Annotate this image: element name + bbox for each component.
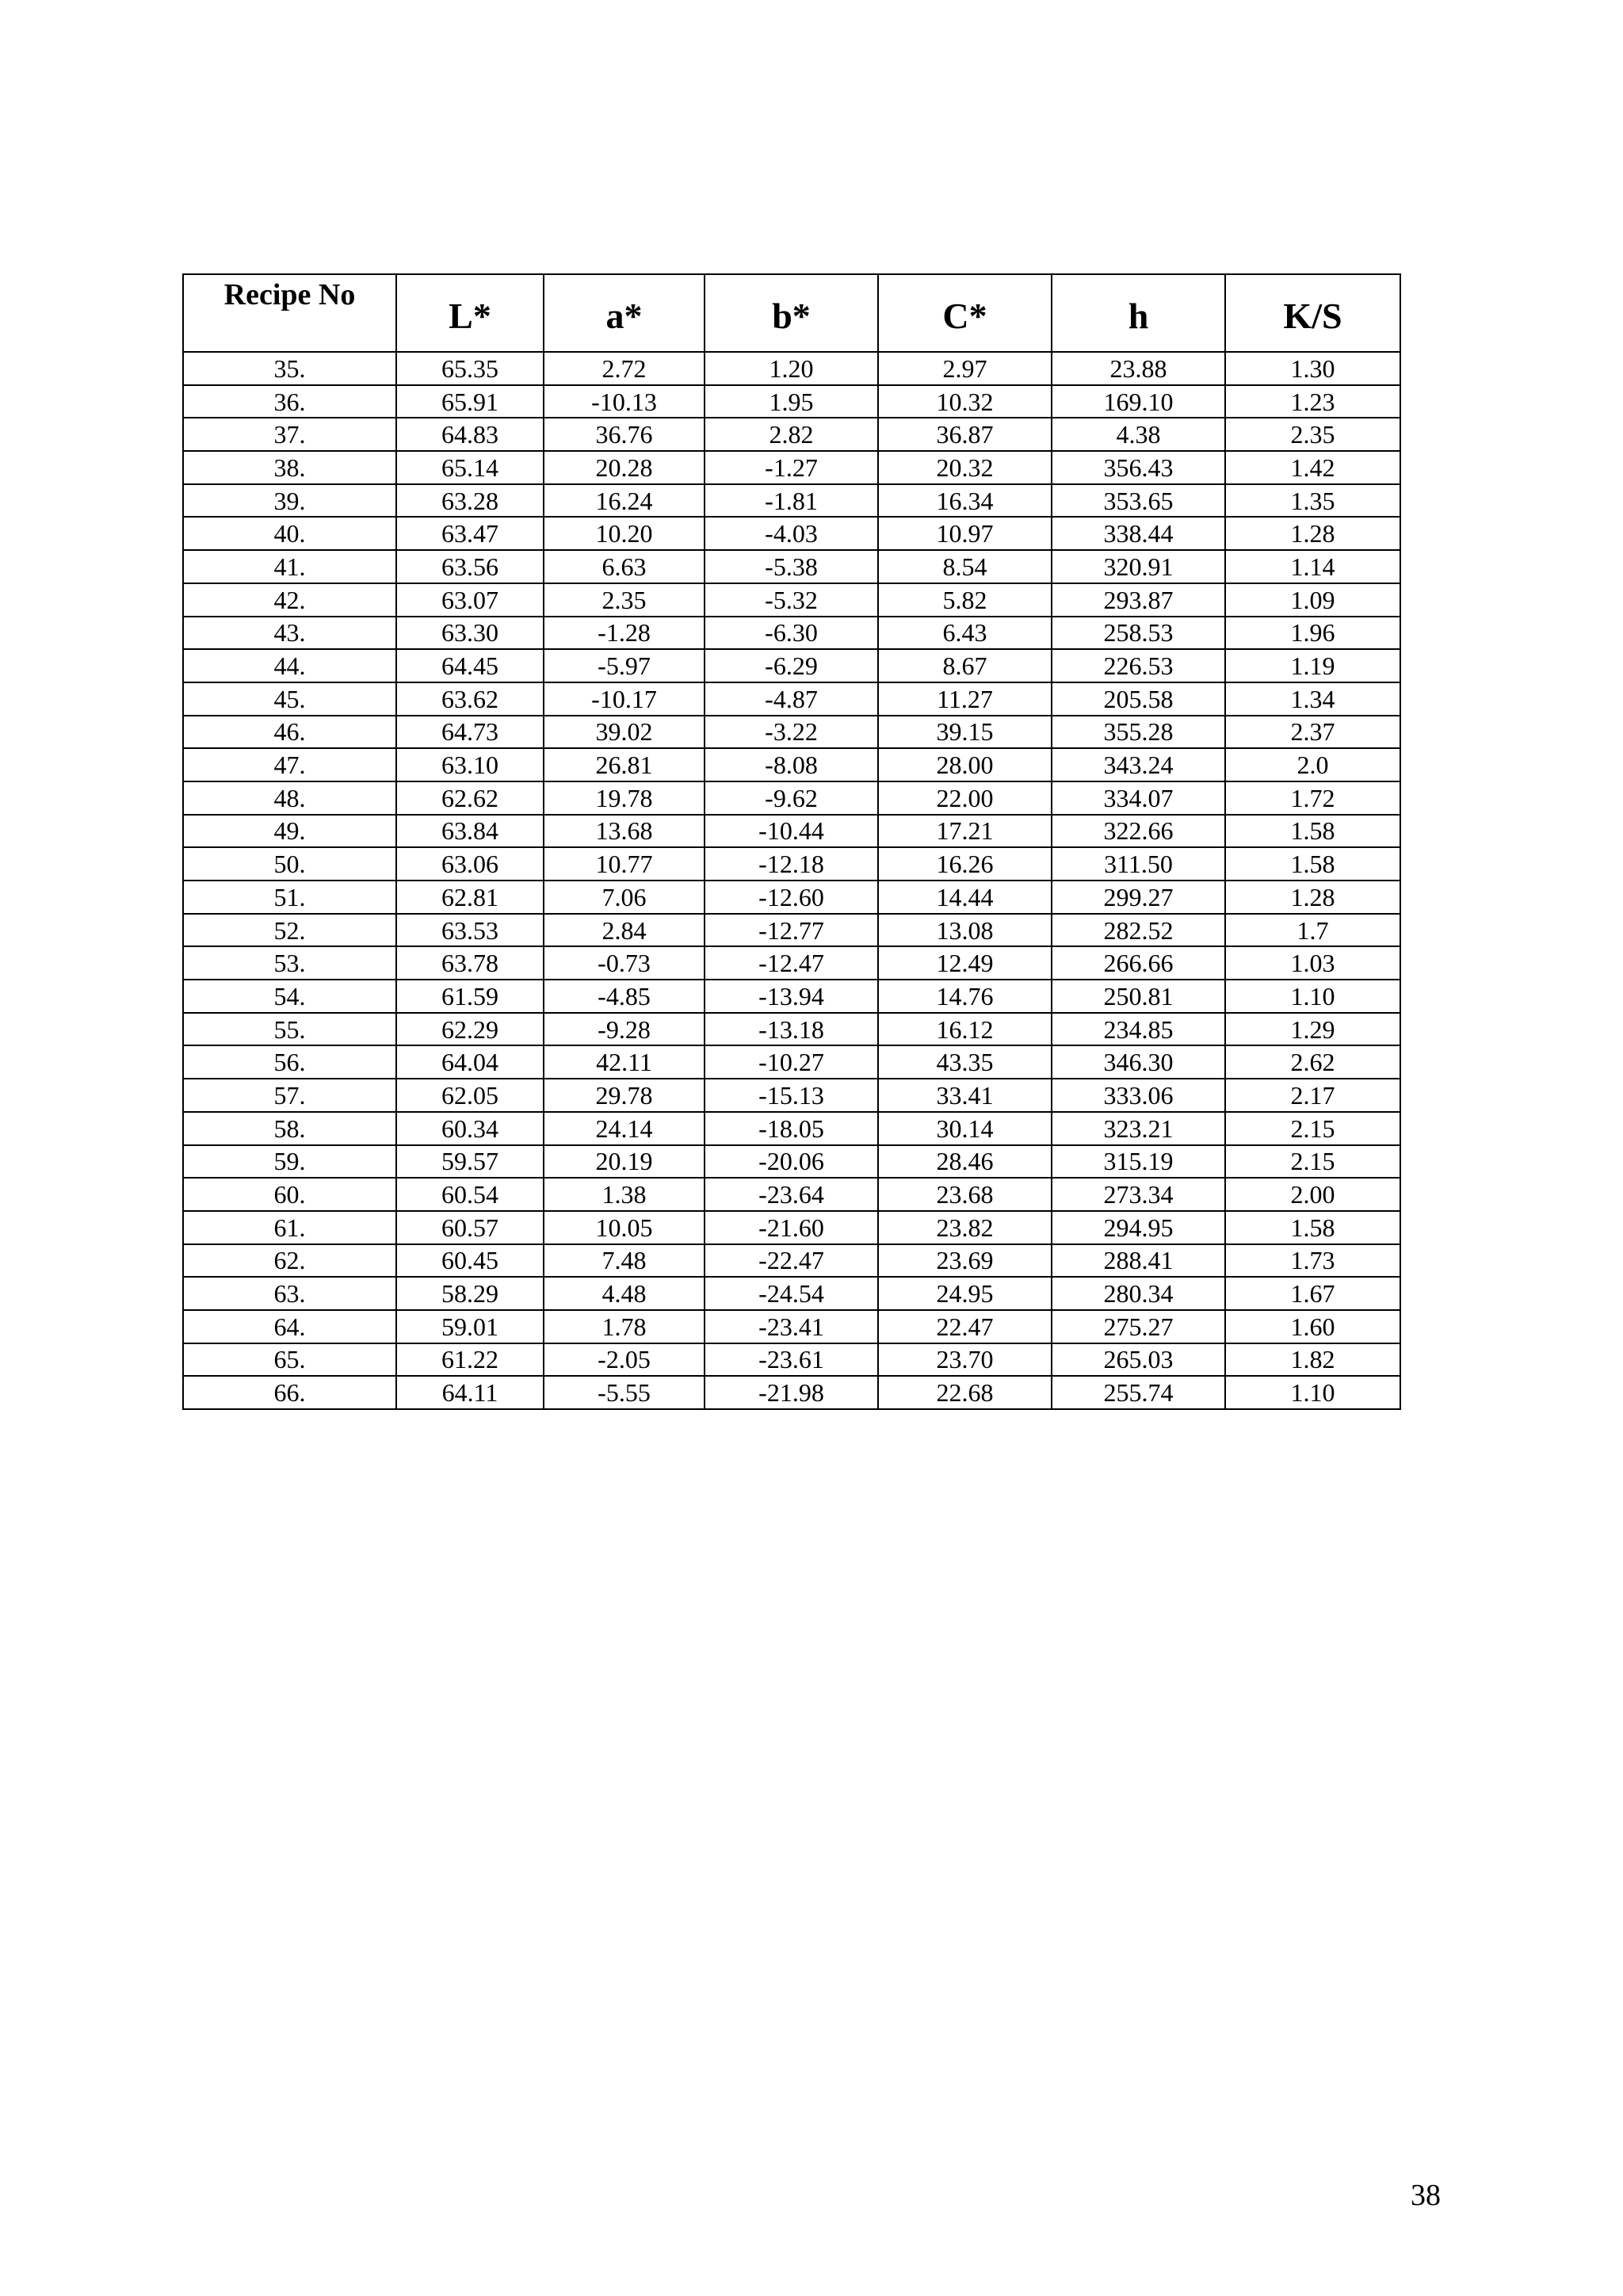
cell-b-star: -4.87: [705, 682, 878, 716]
cell-a-star: 10.77: [544, 847, 705, 881]
cell-h: 226.53: [1052, 649, 1225, 682]
cell-l-star: 62.62: [396, 781, 544, 815]
cell-ks: 1.28: [1225, 881, 1400, 914]
table-row: [183, 1145, 1400, 1179]
cell-c-star: 22.47: [878, 1310, 1052, 1343]
table-body: [183, 352, 1400, 1409]
cell-recipe-no: 51.: [183, 881, 396, 914]
cell-c-star: 23.69: [878, 1244, 1052, 1278]
cell-ks: 1.30: [1225, 352, 1400, 385]
page-number: 38: [1411, 2179, 1441, 2212]
cell-a-star: 16.24: [544, 484, 705, 518]
cell-h: 234.85: [1052, 1013, 1225, 1046]
cell-recipe-no: 44.: [183, 649, 396, 682]
cell-recipe-no: 65.: [183, 1343, 396, 1377]
cell-recipe-no: 40.: [183, 517, 396, 550]
cell-h: 250.81: [1052, 980, 1225, 1013]
cell-c-star: 20.32: [878, 451, 1052, 484]
header-row: [183, 274, 1400, 352]
cell-ks: 1.58: [1225, 815, 1400, 848]
table-row: [183, 1376, 1400, 1409]
cell-h: 322.66: [1052, 815, 1225, 848]
cell-c-star: 23.82: [878, 1211, 1052, 1244]
header-recipe-no: Recipe No: [183, 274, 396, 352]
cell-ks: 1.35: [1225, 484, 1400, 518]
cell-ks: 2.0: [1225, 748, 1400, 781]
cell-c-star: 8.67: [878, 649, 1052, 682]
table-row: [183, 1277, 1400, 1310]
cell-recipe-no: 45.: [183, 682, 396, 716]
cell-ks: 1.42: [1225, 451, 1400, 484]
table-row: [183, 1244, 1400, 1278]
table-row: [183, 980, 1400, 1013]
cell-h: 355.28: [1052, 716, 1225, 749]
cell-h: 169.10: [1052, 385, 1225, 418]
table-header: [183, 274, 1400, 352]
cell-ks: 2.62: [1225, 1045, 1400, 1079]
cell-b-star: 2.82: [705, 418, 878, 451]
cell-h: 333.06: [1052, 1079, 1225, 1112]
table-row: [183, 946, 1400, 980]
cell-b-star: 1.95: [705, 385, 878, 418]
table-row: [183, 1013, 1400, 1046]
cell-l-star: 60.54: [396, 1178, 544, 1211]
cell-l-star: 62.05: [396, 1079, 544, 1112]
cell-l-star: 63.62: [396, 682, 544, 716]
cell-recipe-no: 52.: [183, 914, 396, 947]
cell-ks: 1.19: [1225, 649, 1400, 682]
table-row: [183, 815, 1400, 848]
cell-recipe-no: 35.: [183, 352, 396, 385]
table-row: [183, 1178, 1400, 1211]
cell-l-star: 64.45: [396, 649, 544, 682]
cell-b-star: -9.62: [705, 781, 878, 815]
table-row: [183, 418, 1400, 451]
cell-l-star: 62.29: [396, 1013, 544, 1046]
table-row: [183, 716, 1400, 749]
cell-h: 266.66: [1052, 946, 1225, 980]
cell-a-star: -2.05: [544, 1343, 705, 1377]
cell-ks: 1.58: [1225, 847, 1400, 881]
table-row: [183, 517, 1400, 550]
cell-recipe-no: 39.: [183, 484, 396, 518]
cell-l-star: 63.53: [396, 914, 544, 947]
cell-b-star: -10.27: [705, 1045, 878, 1079]
cell-c-star: 39.15: [878, 716, 1052, 749]
cell-a-star: 19.78: [544, 781, 705, 815]
table-row: [183, 1211, 1400, 1244]
cell-l-star: 60.34: [396, 1112, 544, 1145]
cell-a-star: 7.06: [544, 881, 705, 914]
cell-b-star: -12.77: [705, 914, 878, 947]
table-row: [183, 781, 1400, 815]
cell-b-star: -13.18: [705, 1013, 878, 1046]
cell-l-star: 61.59: [396, 980, 544, 1013]
cell-c-star: 2.97: [878, 352, 1052, 385]
cell-recipe-no: 38.: [183, 451, 396, 484]
table-row: [183, 385, 1400, 418]
cell-h: 346.30: [1052, 1045, 1225, 1079]
cell-ks: 2.15: [1225, 1112, 1400, 1145]
cell-l-star: 63.28: [396, 484, 544, 518]
cell-ks: 1.58: [1225, 1211, 1400, 1244]
cell-a-star: -5.55: [544, 1376, 705, 1409]
cell-a-star: 6.63: [544, 550, 705, 583]
cell-recipe-no: 62.: [183, 1244, 396, 1278]
cell-ks: 1.96: [1225, 617, 1400, 650]
cell-c-star: 12.49: [878, 946, 1052, 980]
cell-b-star: -12.18: [705, 847, 878, 881]
cell-a-star: 10.05: [544, 1211, 705, 1244]
cell-b-star: -15.13: [705, 1079, 878, 1112]
cell-l-star: 64.73: [396, 716, 544, 749]
cell-a-star: -0.73: [544, 946, 705, 980]
table-row: [183, 1310, 1400, 1343]
cell-h: 320.91: [1052, 550, 1225, 583]
header-ks: K/S: [1225, 274, 1400, 352]
cell-recipe-no: 41.: [183, 550, 396, 583]
cell-l-star: 64.83: [396, 418, 544, 451]
cell-c-star: 11.27: [878, 682, 1052, 716]
cell-recipe-no: 43.: [183, 617, 396, 650]
cell-l-star: 65.14: [396, 451, 544, 484]
cell-recipe-no: 60.: [183, 1178, 396, 1211]
table-row: [183, 1079, 1400, 1112]
cell-recipe-no: 50.: [183, 847, 396, 881]
cell-l-star: 63.30: [396, 617, 544, 650]
cell-l-star: 64.04: [396, 1045, 544, 1079]
cell-ks: 2.15: [1225, 1145, 1400, 1179]
cell-c-star: 23.70: [878, 1343, 1052, 1377]
cell-h: 288.41: [1052, 1244, 1225, 1278]
cell-b-star: -6.29: [705, 649, 878, 682]
cell-l-star: 60.57: [396, 1211, 544, 1244]
cell-c-star: 10.97: [878, 517, 1052, 550]
cell-ks: 1.29: [1225, 1013, 1400, 1046]
cell-ks: 1.7: [1225, 914, 1400, 947]
cell-c-star: 16.12: [878, 1013, 1052, 1046]
cell-b-star: -23.64: [705, 1178, 878, 1211]
cell-h: 282.52: [1052, 914, 1225, 947]
cell-recipe-no: 54.: [183, 980, 396, 1013]
cell-recipe-no: 66.: [183, 1376, 396, 1409]
cell-c-star: 16.26: [878, 847, 1052, 881]
cell-l-star: 64.11: [396, 1376, 544, 1409]
table-row: [183, 583, 1400, 617]
cell-ks: 1.09: [1225, 583, 1400, 617]
header-c-star: C*: [878, 274, 1052, 352]
cell-ks: 1.28: [1225, 517, 1400, 550]
cell-ks: 1.10: [1225, 980, 1400, 1013]
cell-b-star: -5.38: [705, 550, 878, 583]
cell-ks: 1.14: [1225, 550, 1400, 583]
cell-c-star: 24.95: [878, 1277, 1052, 1310]
cell-recipe-no: 36.: [183, 385, 396, 418]
cell-l-star: 65.91: [396, 385, 544, 418]
cell-ks: 1.73: [1225, 1244, 1400, 1278]
cell-a-star: 2.84: [544, 914, 705, 947]
cell-a-star: -5.97: [544, 649, 705, 682]
table-row: [183, 748, 1400, 781]
cell-c-star: 14.44: [878, 881, 1052, 914]
cell-recipe-no: 49.: [183, 815, 396, 848]
cell-c-star: 8.54: [878, 550, 1052, 583]
cell-l-star: 60.45: [396, 1244, 544, 1278]
cell-b-star: -12.47: [705, 946, 878, 980]
cell-c-star: 23.68: [878, 1178, 1052, 1211]
table-row: [183, 352, 1400, 385]
cell-b-star: 1.20: [705, 352, 878, 385]
cell-c-star: 28.00: [878, 748, 1052, 781]
cell-recipe-no: 47.: [183, 748, 396, 781]
cell-c-star: 17.21: [878, 815, 1052, 848]
cell-c-star: 30.14: [878, 1112, 1052, 1145]
header-l-star: L*: [396, 274, 544, 352]
cell-a-star: -9.28: [544, 1013, 705, 1046]
cell-b-star: -20.06: [705, 1145, 878, 1179]
cell-a-star: -10.17: [544, 682, 705, 716]
cell-a-star: -10.13: [544, 385, 705, 418]
cell-recipe-no: 61.: [183, 1211, 396, 1244]
cell-recipe-no: 55.: [183, 1013, 396, 1046]
cell-h: 299.27: [1052, 881, 1225, 914]
cell-ks: 2.00: [1225, 1178, 1400, 1211]
cell-c-star: 13.08: [878, 914, 1052, 947]
cell-recipe-no: 48.: [183, 781, 396, 815]
cell-b-star: -13.94: [705, 980, 878, 1013]
cell-l-star: 63.78: [396, 946, 544, 980]
cell-c-star: 10.32: [878, 385, 1052, 418]
header-h: h: [1052, 274, 1225, 352]
cell-b-star: -1.27: [705, 451, 878, 484]
table-row: [183, 847, 1400, 881]
cell-l-star: 63.07: [396, 583, 544, 617]
cell-h: 334.07: [1052, 781, 1225, 815]
cell-h: 323.21: [1052, 1112, 1225, 1145]
cell-ks: 1.03: [1225, 946, 1400, 980]
header-a-star: a*: [544, 274, 705, 352]
cell-h: 338.44: [1052, 517, 1225, 550]
cell-b-star: -21.98: [705, 1376, 878, 1409]
table-row: [183, 881, 1400, 914]
cell-a-star: 24.14: [544, 1112, 705, 1145]
cell-l-star: 63.06: [396, 847, 544, 881]
cell-a-star: 1.38: [544, 1178, 705, 1211]
cell-h: 311.50: [1052, 847, 1225, 881]
cell-a-star: 7.48: [544, 1244, 705, 1278]
cell-l-star: 62.81: [396, 881, 544, 914]
cell-l-star: 63.10: [396, 748, 544, 781]
cell-c-star: 6.43: [878, 617, 1052, 650]
cell-h: 294.95: [1052, 1211, 1225, 1244]
cell-a-star: 13.68: [544, 815, 705, 848]
cell-h: 273.34: [1052, 1178, 1225, 1211]
cell-a-star: 2.35: [544, 583, 705, 617]
table-row: [183, 550, 1400, 583]
cell-recipe-no: 53.: [183, 946, 396, 980]
cell-a-star: 36.76: [544, 418, 705, 451]
cell-c-star: 22.00: [878, 781, 1052, 815]
cell-l-star: 65.35: [396, 352, 544, 385]
cell-b-star: -23.41: [705, 1310, 878, 1343]
cell-c-star: 28.46: [878, 1145, 1052, 1179]
cell-ks: 1.82: [1225, 1343, 1400, 1377]
cell-h: 258.53: [1052, 617, 1225, 650]
cell-b-star: -21.60: [705, 1211, 878, 1244]
cell-ks: 1.23: [1225, 385, 1400, 418]
cell-h: 255.74: [1052, 1376, 1225, 1409]
table-row: [183, 649, 1400, 682]
cell-c-star: 14.76: [878, 980, 1052, 1013]
cell-l-star: 58.29: [396, 1277, 544, 1310]
cell-b-star: -1.81: [705, 484, 878, 518]
cell-h: 4.38: [1052, 418, 1225, 451]
cell-b-star: -5.32: [705, 583, 878, 617]
cell-c-star: 22.68: [878, 1376, 1052, 1409]
table-row: [183, 914, 1400, 947]
cell-l-star: 63.56: [396, 550, 544, 583]
cell-recipe-no: 42.: [183, 583, 396, 617]
cell-recipe-no: 59.: [183, 1145, 396, 1179]
cell-ks: 1.72: [1225, 781, 1400, 815]
cell-b-star: -10.44: [705, 815, 878, 848]
cell-ks: 2.17: [1225, 1079, 1400, 1112]
cell-recipe-no: 37.: [183, 418, 396, 451]
cell-l-star: 63.84: [396, 815, 544, 848]
cell-c-star: 33.41: [878, 1079, 1052, 1112]
cell-h: 343.24: [1052, 748, 1225, 781]
cell-recipe-no: 46.: [183, 716, 396, 749]
cell-c-star: 5.82: [878, 583, 1052, 617]
cell-h: 275.27: [1052, 1310, 1225, 1343]
color-measurement-table: [182, 273, 1401, 1410]
cell-b-star: -18.05: [705, 1112, 878, 1145]
cell-a-star: 29.78: [544, 1079, 705, 1112]
cell-b-star: -8.08: [705, 748, 878, 781]
cell-l-star: 63.47: [396, 517, 544, 550]
cell-a-star: -4.85: [544, 980, 705, 1013]
cell-h: 265.03: [1052, 1343, 1225, 1377]
table-row: [183, 1343, 1400, 1377]
cell-b-star: -23.61: [705, 1343, 878, 1377]
table-row: [183, 451, 1400, 484]
cell-a-star: 42.11: [544, 1045, 705, 1079]
cell-a-star: 20.28: [544, 451, 705, 484]
table-row: [183, 1112, 1400, 1145]
cell-ks: 1.67: [1225, 1277, 1400, 1310]
cell-c-star: 43.35: [878, 1045, 1052, 1079]
cell-l-star: 61.22: [396, 1343, 544, 1377]
cell-recipe-no: 57.: [183, 1079, 396, 1112]
table-row: [183, 617, 1400, 650]
cell-h: 23.88: [1052, 352, 1225, 385]
cell-ks: 2.35: [1225, 418, 1400, 451]
cell-a-star: 26.81: [544, 748, 705, 781]
cell-l-star: 59.57: [396, 1145, 544, 1179]
cell-ks: 1.60: [1225, 1310, 1400, 1343]
cell-h: 280.34: [1052, 1277, 1225, 1310]
cell-b-star: -24.54: [705, 1277, 878, 1310]
cell-h: 353.65: [1052, 484, 1225, 518]
header-b-star: b*: [705, 274, 878, 352]
cell-h: 356.43: [1052, 451, 1225, 484]
cell-b-star: -4.03: [705, 517, 878, 550]
cell-ks: 2.37: [1225, 716, 1400, 749]
cell-a-star: 39.02: [544, 716, 705, 749]
cell-b-star: -12.60: [705, 881, 878, 914]
cell-b-star: -22.47: [705, 1244, 878, 1278]
cell-ks: 1.10: [1225, 1376, 1400, 1409]
cell-b-star: -3.22: [705, 716, 878, 749]
cell-a-star: -1.28: [544, 617, 705, 650]
cell-a-star: 20.19: [544, 1145, 705, 1179]
table-row: [183, 682, 1400, 716]
cell-h: 293.87: [1052, 583, 1225, 617]
cell-recipe-no: 56.: [183, 1045, 396, 1079]
cell-a-star: 10.20: [544, 517, 705, 550]
cell-recipe-no: 63.: [183, 1277, 396, 1310]
table-row: [183, 484, 1400, 518]
cell-h: 205.58: [1052, 682, 1225, 716]
cell-b-star: -6.30: [705, 617, 878, 650]
cell-h: 315.19: [1052, 1145, 1225, 1179]
cell-a-star: 2.72: [544, 352, 705, 385]
cell-recipe-no: 58.: [183, 1112, 396, 1145]
cell-ks: 1.34: [1225, 682, 1400, 716]
cell-c-star: 16.34: [878, 484, 1052, 518]
table-row: [183, 1045, 1400, 1079]
cell-a-star: 4.48: [544, 1277, 705, 1310]
cell-c-star: 36.87: [878, 418, 1052, 451]
cell-a-star: 1.78: [544, 1310, 705, 1343]
cell-l-star: 59.01: [396, 1310, 544, 1343]
cell-recipe-no: 64.: [183, 1310, 396, 1343]
